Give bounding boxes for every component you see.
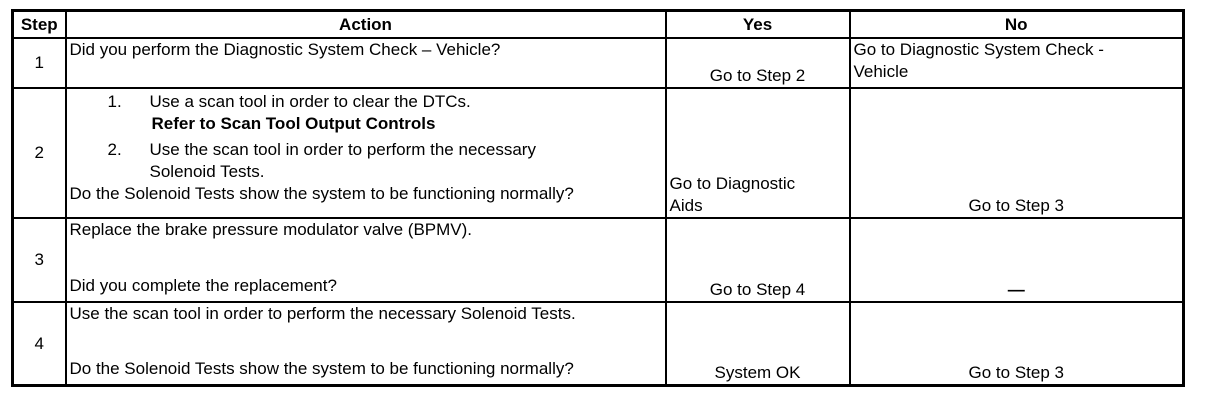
action-cell bbox=[66, 88, 666, 218]
yes-cell bbox=[666, 38, 850, 88]
no-cell bbox=[850, 218, 1184, 302]
action-substep bbox=[108, 91, 662, 135]
action-cell bbox=[66, 38, 666, 88]
yes-text: Go to Step 2 bbox=[709, 66, 806, 85]
no-cell bbox=[850, 302, 1184, 386]
header-no: No bbox=[850, 11, 1184, 39]
step-number: 2 bbox=[13, 88, 66, 218]
table-row bbox=[13, 302, 1184, 386]
header-row bbox=[13, 11, 1184, 39]
yes-cell bbox=[666, 302, 850, 386]
no-cell bbox=[850, 38, 1184, 88]
header-step: Step bbox=[13, 11, 66, 39]
yes-text-line2: Aids bbox=[669, 196, 703, 215]
yes-text: System OK bbox=[714, 363, 801, 382]
action-text: Use the scan tool in order to perform the necessary Solenoid Tests. bbox=[69, 304, 576, 323]
action-cell bbox=[66, 218, 666, 302]
step-number: 1 bbox=[13, 38, 66, 88]
table-row bbox=[13, 38, 1184, 88]
action-question: Do the Solenoid Tests show the system to be functioning normally? bbox=[69, 184, 574, 203]
yes-cell bbox=[666, 88, 850, 218]
diagnostic-table bbox=[11, 9, 1185, 387]
action-cell bbox=[66, 302, 666, 386]
action-question: Did you complete the replacement? bbox=[69, 276, 337, 295]
substep-text-line2: Solenoid Tests. bbox=[149, 162, 265, 181]
no-dash: — bbox=[1007, 280, 1025, 299]
action-text: Did you perform the Diagnostic System Check – Vehicle? bbox=[69, 40, 501, 59]
substep-text: Use a scan tool in order to clear the DTCs. bbox=[149, 92, 471, 111]
substep-text-line1: Use the scan tool in order to perform the necessary bbox=[149, 140, 536, 159]
substep-number: 2. bbox=[107, 140, 122, 159]
no-text-line2: Vehicle bbox=[853, 62, 909, 81]
step-number: 3 bbox=[13, 218, 66, 302]
substep-number: 1. bbox=[107, 92, 122, 111]
action-text: Replace the brake pressure modulator valve (BPMV). bbox=[69, 220, 473, 239]
table-row bbox=[13, 88, 1184, 218]
yes-text: Go to Step 4 bbox=[709, 280, 806, 299]
action-question: Do the Solenoid Tests show the system to be functioning normally? bbox=[69, 359, 574, 378]
substep-reference-link[interactable]: Refer to Scan Tool Output Controls bbox=[151, 114, 436, 133]
table-row bbox=[13, 218, 1184, 302]
yes-cell bbox=[666, 218, 850, 302]
no-text: Go to Step 3 bbox=[968, 363, 1064, 382]
no-cell bbox=[850, 88, 1184, 218]
action-substep bbox=[108, 139, 662, 183]
header-action: Action bbox=[66, 11, 666, 39]
no-text: Go to Step 3 bbox=[968, 196, 1064, 215]
yes-text-line1: Go to Diagnostic bbox=[669, 174, 796, 193]
header-yes: Yes bbox=[666, 11, 850, 39]
step-number: 4 bbox=[13, 302, 66, 386]
no-text-line1: Go to Diagnostic System Check - bbox=[853, 40, 1104, 59]
